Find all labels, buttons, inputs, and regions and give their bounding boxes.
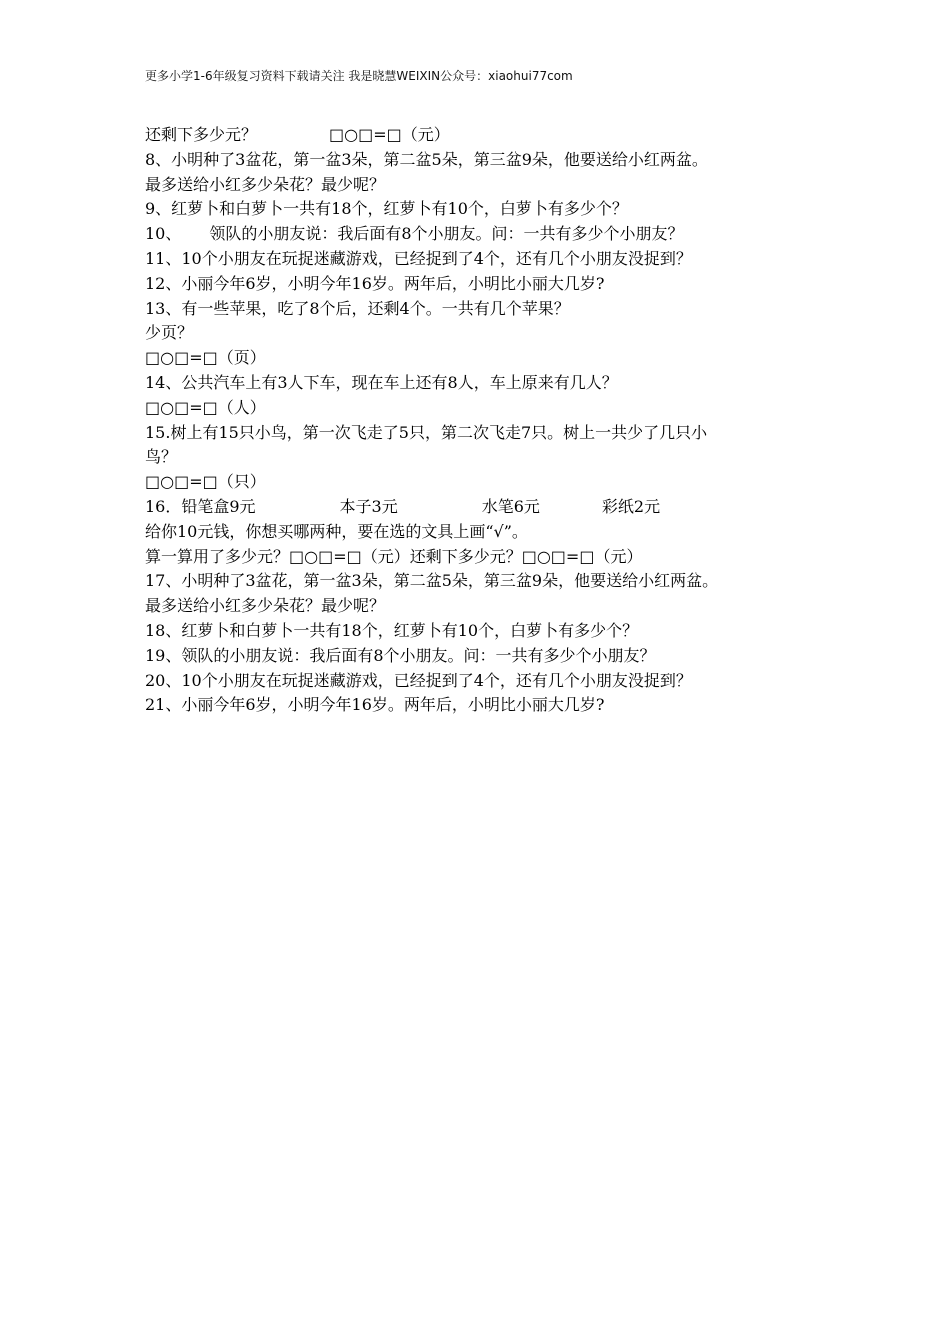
- question-18: [145, 619, 815, 644]
- equation-blank: □○□=□（页）: [145, 348, 266, 368]
- question-14: [145, 371, 815, 396]
- question-text: 8、小明种了3盆花，第一盆3朵，第二盆5朵，第三盆9朵，他要送给小红两盆。: [145, 149, 708, 169]
- item-pencil-box: 16．铅笔盒9元: [145, 496, 256, 516]
- question-20: [145, 669, 815, 694]
- page-header: 更多小学1-6年级复习资料下载请关注 我是晓慧WEIXIN公众号：xiaohui77com: [145, 69, 573, 83]
- question-text: 最多送给小红多少朵花？最少呢？: [145, 174, 386, 194]
- question-text: 给你10元钱，你想买哪两种，要在选的文具上画“√”。: [145, 521, 528, 541]
- question-text: 9、红萝卜和白萝卜一共有18个，红萝卜有10个，白萝卜有多少个？: [145, 199, 628, 219]
- text-line: [145, 123, 815, 148]
- question-12: [145, 272, 815, 297]
- equation-blank: □○□=□（人）: [145, 397, 266, 417]
- question-13: [145, 297, 815, 322]
- question-10: [145, 222, 815, 247]
- question-19: [145, 644, 815, 669]
- question-text: 15.树上有15只小鸟，第一次飞走了5只，第二次飞走7只。树上一共少了几只小: [145, 422, 708, 442]
- question-text: 17、小明种了3盆花，第一盆3朵，第二盆5朵，第三盆9朵，他要送给小红两盆。: [145, 571, 719, 591]
- question-text: 少页？: [145, 323, 194, 343]
- question-number: 10、: [145, 224, 182, 244]
- item-pen: 水笔6元: [481, 496, 540, 516]
- question-17: [145, 569, 815, 594]
- question-text: 18、红萝卜和白萝卜一共有18个，红萝卜有10个，白萝卜有多少个？: [145, 620, 639, 640]
- question-11: [145, 247, 815, 272]
- equation-line: [145, 545, 815, 570]
- question-text: 算一算用了多少元？□○□=□（元）还剩下多少元？□○□=□（元）: [145, 546, 643, 566]
- text-line: [145, 594, 815, 619]
- question-text: 12、小丽今年6岁，小明今年16岁。两年后，小明比小丽大几岁?: [145, 273, 605, 293]
- question-text: 21、小丽今年6岁，小明今年16岁。两年后，小明比小丽大几岁?: [145, 695, 605, 715]
- equation-line: [145, 470, 815, 495]
- question-list: [145, 123, 815, 718]
- item-notebook: 本子3元: [339, 496, 398, 516]
- question-text: 还剩下多少元？: [145, 125, 258, 144]
- question-text: 20、10个小朋友在玩捉迷藏游戏，已经捉到了4个，还有几个小朋友没捉到？: [145, 670, 692, 690]
- question-text: 13、有一些苹果，吃了8个后，还剩4个。一共有几个苹果？: [145, 298, 570, 318]
- equation-blank: □○□=□（元）: [329, 125, 450, 144]
- question-15: [145, 421, 815, 446]
- question-text: 14、公共汽车上有3人下车，现在车上还有8人，车上原来有几人？: [145, 372, 618, 392]
- question-text: 19、领队的小朋友说：我后面有8个小朋友。问：一共有多少个小朋友？: [145, 645, 656, 665]
- equation-line: [145, 346, 815, 371]
- question-8: [145, 148, 815, 173]
- text-line: [145, 445, 815, 470]
- question-text: 11、10个小朋友在玩捉迷藏游戏，已经捉到了4个，还有几个小朋友没捉到？: [145, 248, 692, 268]
- question-text: 最多送给小红多少朵花？最少呢？: [145, 596, 386, 616]
- equation-blank: □○□=□（只）: [145, 472, 266, 492]
- question-text: 领队的小朋友说：我后面有8个小朋友。问：一共有多少个小朋友？: [209, 224, 684, 244]
- text-line: [145, 321, 815, 346]
- equation-line: [145, 396, 815, 421]
- text-line: [145, 520, 815, 545]
- question-9: [145, 197, 815, 222]
- question-text: 鸟？: [145, 447, 178, 467]
- question-16: [145, 495, 815, 520]
- question-21: [145, 693, 815, 718]
- item-colored-paper: 彩纸2元: [601, 496, 661, 516]
- text-line: [145, 173, 815, 198]
